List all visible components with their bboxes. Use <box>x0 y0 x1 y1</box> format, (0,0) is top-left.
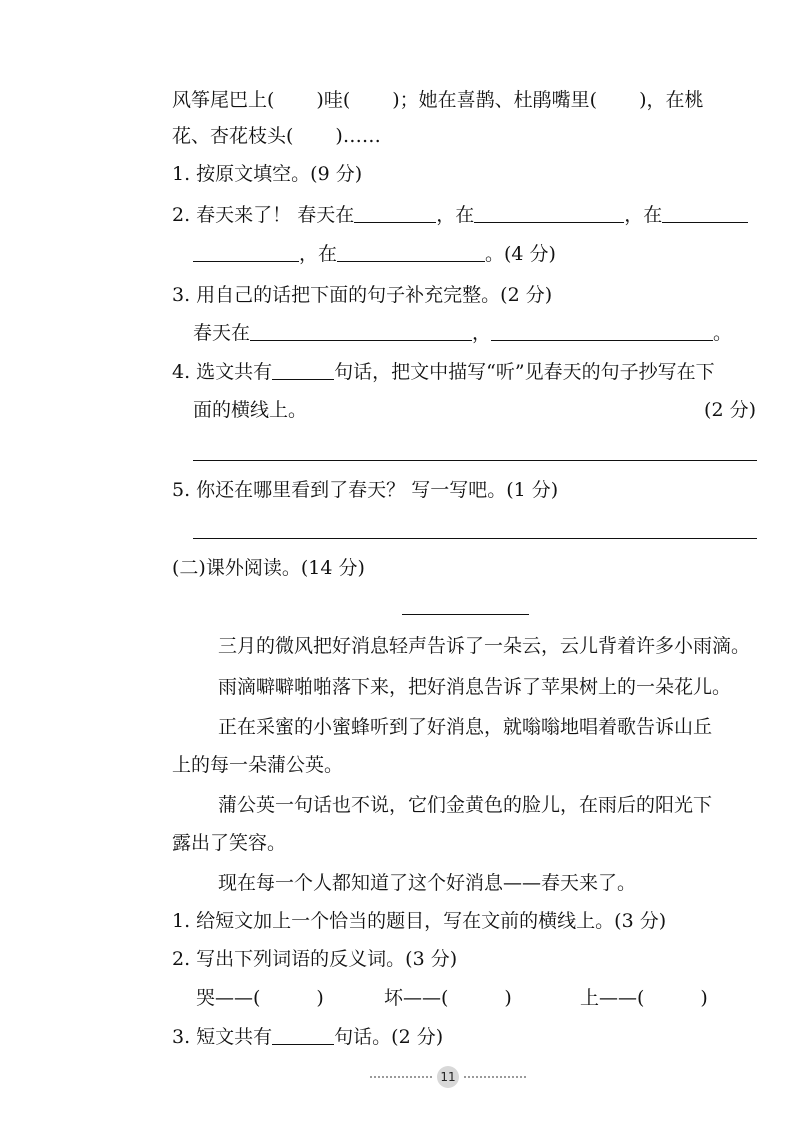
question-text: ，在 <box>624 204 663 226</box>
footer-dots-left <box>370 1076 432 1078</box>
answer-blank[interactable] <box>662 203 748 223</box>
question-text: 。 <box>713 322 733 344</box>
answer-blank[interactable] <box>337 242 485 262</box>
answer-blank[interactable] <box>491 321 713 341</box>
question-3-fill <box>193 321 732 345</box>
question-text: ，在 <box>299 243 338 265</box>
antonym-text: 哭——( <box>196 987 261 1009</box>
antonym-text: 上——( <box>580 987 645 1009</box>
question-5: 5. 你还在哪里看到了春天？ 写一写吧。(1 分) <box>172 479 559 501</box>
question-text: 春天在 <box>193 322 251 344</box>
passage-line: 蒲公英一句话也不说，它们金黄色的脸儿，在雨后的阳光下 <box>218 794 713 816</box>
fragment-text: )，在桃 <box>639 89 704 111</box>
question-2-line-2 <box>193 242 556 266</box>
passage-line: 正在采蜜的小蜜蜂听到了好消息，就嗡嗡地唱着歌告诉山丘 <box>218 716 713 738</box>
answer-blank[interactable] <box>250 321 472 341</box>
question-text: ，在 <box>436 204 475 226</box>
question-4-score: (2 分) <box>704 399 756 421</box>
question-4-line-2: 面的横线上。 <box>193 399 308 421</box>
question-text: 3. 短文共有 <box>172 1026 273 1048</box>
antonym-text: ) <box>316 987 324 1009</box>
answer-blank[interactable] <box>272 360 334 380</box>
antonym-item <box>196 986 324 1010</box>
footer-dots-right <box>464 1076 526 1078</box>
section-2-question-1: 1. 给短文加上一个恰当的题目，写在文前的横线上。(3 分) <box>172 910 667 932</box>
antonym-item <box>580 986 708 1010</box>
question-3: 3. 用自己的话把下面的句子补充完整。(2 分) <box>172 284 553 306</box>
question-text: ， <box>472 322 492 344</box>
fragment-text: 风筝尾巴上( <box>172 89 275 111</box>
title-answer-line[interactable] <box>402 614 529 615</box>
question-text: 4. 选文共有 <box>172 361 273 383</box>
fragment-text: 花、杏花枝头( <box>172 125 294 147</box>
answer-blank[interactable] <box>474 203 624 223</box>
antonym-text: ) <box>504 987 512 1009</box>
fragment-text: )…… <box>335 125 381 147</box>
question-text: 句话。(2 分) <box>334 1026 444 1048</box>
passage-line: 雨滴噼噼啪啪落下来，把好消息告诉了苹果树上的一朵花儿。 <box>218 676 732 698</box>
section-2-question-3 <box>172 1025 443 1049</box>
page-number: 11 <box>437 1066 459 1088</box>
question-text: 。(4 分) <box>485 243 556 265</box>
question-2 <box>172 203 748 227</box>
answer-line[interactable] <box>193 538 757 539</box>
antonym-text: ) <box>700 987 708 1009</box>
section-2-heading: (二)课外阅读。(14 分) <box>172 557 365 579</box>
passage-line: 露出了笑容。 <box>172 832 287 854</box>
section-2-question-2: 2. 写出下列词语的反义词。(3 分) <box>172 948 458 970</box>
question-4 <box>172 360 715 384</box>
passage-line: 现在每一个人都知道了这个好消息——春天来了。 <box>218 872 637 894</box>
question-1: 1. 按原文填空。(9 分) <box>172 163 363 185</box>
answer-blank[interactable] <box>193 242 299 262</box>
answer-blank[interactable] <box>354 203 436 223</box>
question-text: 2. 春天来了！ 春天在 <box>172 204 355 226</box>
fragment-text: )哇( <box>316 89 351 111</box>
question-text: 句话，把文中描写“听”见春天的句子抄写在下 <box>334 361 715 383</box>
passage-line: 上的每一朵蒲公英。 <box>172 754 344 776</box>
fragment-line-1 <box>172 88 704 112</box>
fragment-line-2 <box>172 124 381 148</box>
antonym-text: 坏——( <box>384 987 449 1009</box>
antonym-item <box>384 986 512 1010</box>
answer-blank[interactable] <box>272 1025 334 1045</box>
passage-line: 三月的微风把好消息轻声告诉了一朵云，云儿背着许多小雨滴。 <box>218 635 751 657</box>
answer-line[interactable] <box>193 460 757 461</box>
fragment-text: )；她在喜鹊、杜鹃嘴里( <box>392 89 598 111</box>
